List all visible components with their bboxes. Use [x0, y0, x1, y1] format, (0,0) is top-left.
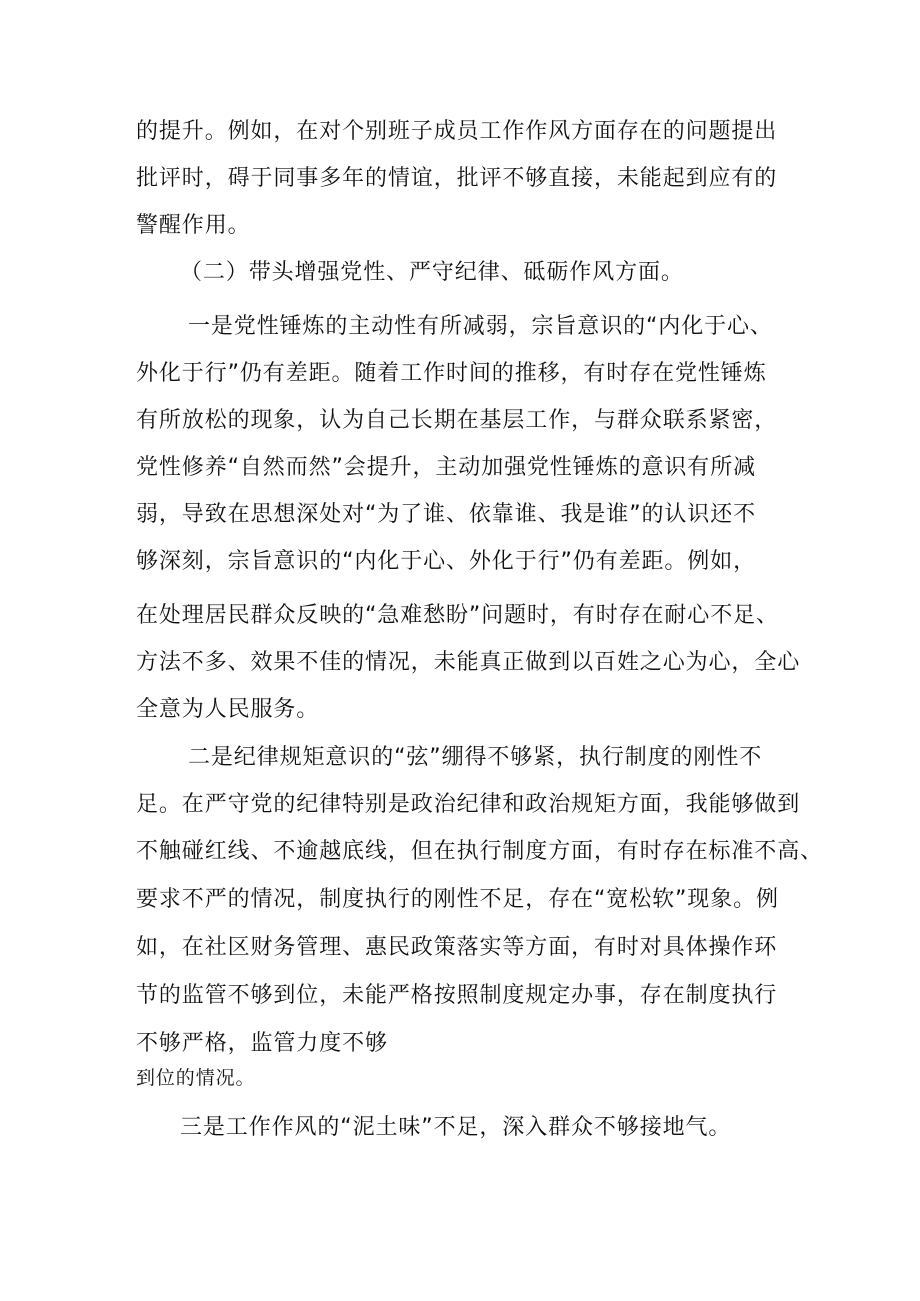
- text-line: 在处理居民群众反映的“急难愁盼”问题时，有时存在耐心不足、: [136, 603, 779, 628]
- text-line: 到位的情况。: [136, 1067, 256, 1089]
- text-line: 不够严格，监管力度不够: [136, 1031, 388, 1056]
- text-line: 一是党性锤炼的主动性有所减弱，宗旨意识的“内化于心、: [188, 314, 773, 339]
- text-line: 够深刻，宗旨意识的“内化于心、外化于行”仍有差距。例如，: [136, 549, 756, 574]
- text-line: 的提升。例如，在对个别班子成员工作作风方面存在的问题提出: [136, 119, 778, 144]
- text-line: 不触碰红线、不逾越底线，但在执行制度方面，有时存在标准不高、: [136, 839, 824, 864]
- text-line: 方法不多、效果不佳的情况，未能真正做到以百姓之心为心，全心: [136, 650, 801, 675]
- text-line: 二是纪律规矩意识的“弦”绷得不够紧，执行制度的刚性不: [188, 745, 763, 770]
- text-line: 节的监管不够到位，未能严格按照制度规定办事，存在制度执行: [136, 983, 778, 1008]
- text-line: 批评时，碍于同事多年的情谊，批评不够直接，未能起到应有的: [136, 166, 778, 191]
- text-line: 弱，导致在思想深处对“为了谁、依靠谁、我是谁”的认识还不: [136, 502, 756, 527]
- section-heading: （二）带头增强党性、严守纪律、砥砺作风方面。: [180, 260, 684, 285]
- text-line: 足。在严守党的纪律特别是政治纪律和政治规矩方面，我能够做到: [136, 792, 801, 817]
- text-line: 三是工作作风的“泥土味”不足，深入群众不够接地气。: [180, 1115, 732, 1140]
- text-line: 如，在社区财务管理、惠民政策落实等方面，有时对具体操作环: [136, 935, 778, 960]
- text-line: 有所放松的现象，认为自己长期在基层工作，与群众联系紧密，: [136, 408, 778, 433]
- text-line: 全意为人民服务。: [136, 697, 320, 722]
- text-line: 警醒作用。: [136, 213, 251, 238]
- text-line: 外化于行”仍有差距。随着工作时间的推移，有时存在党性锤炼: [136, 361, 767, 386]
- text-line: 党性修养“自然而然”会提升，主动加强党性锤炼的意识有所减: [136, 455, 756, 480]
- text-line: 要求不严的情况，制度执行的刚性不足，存在“宽松软”现象。例: [136, 887, 779, 912]
